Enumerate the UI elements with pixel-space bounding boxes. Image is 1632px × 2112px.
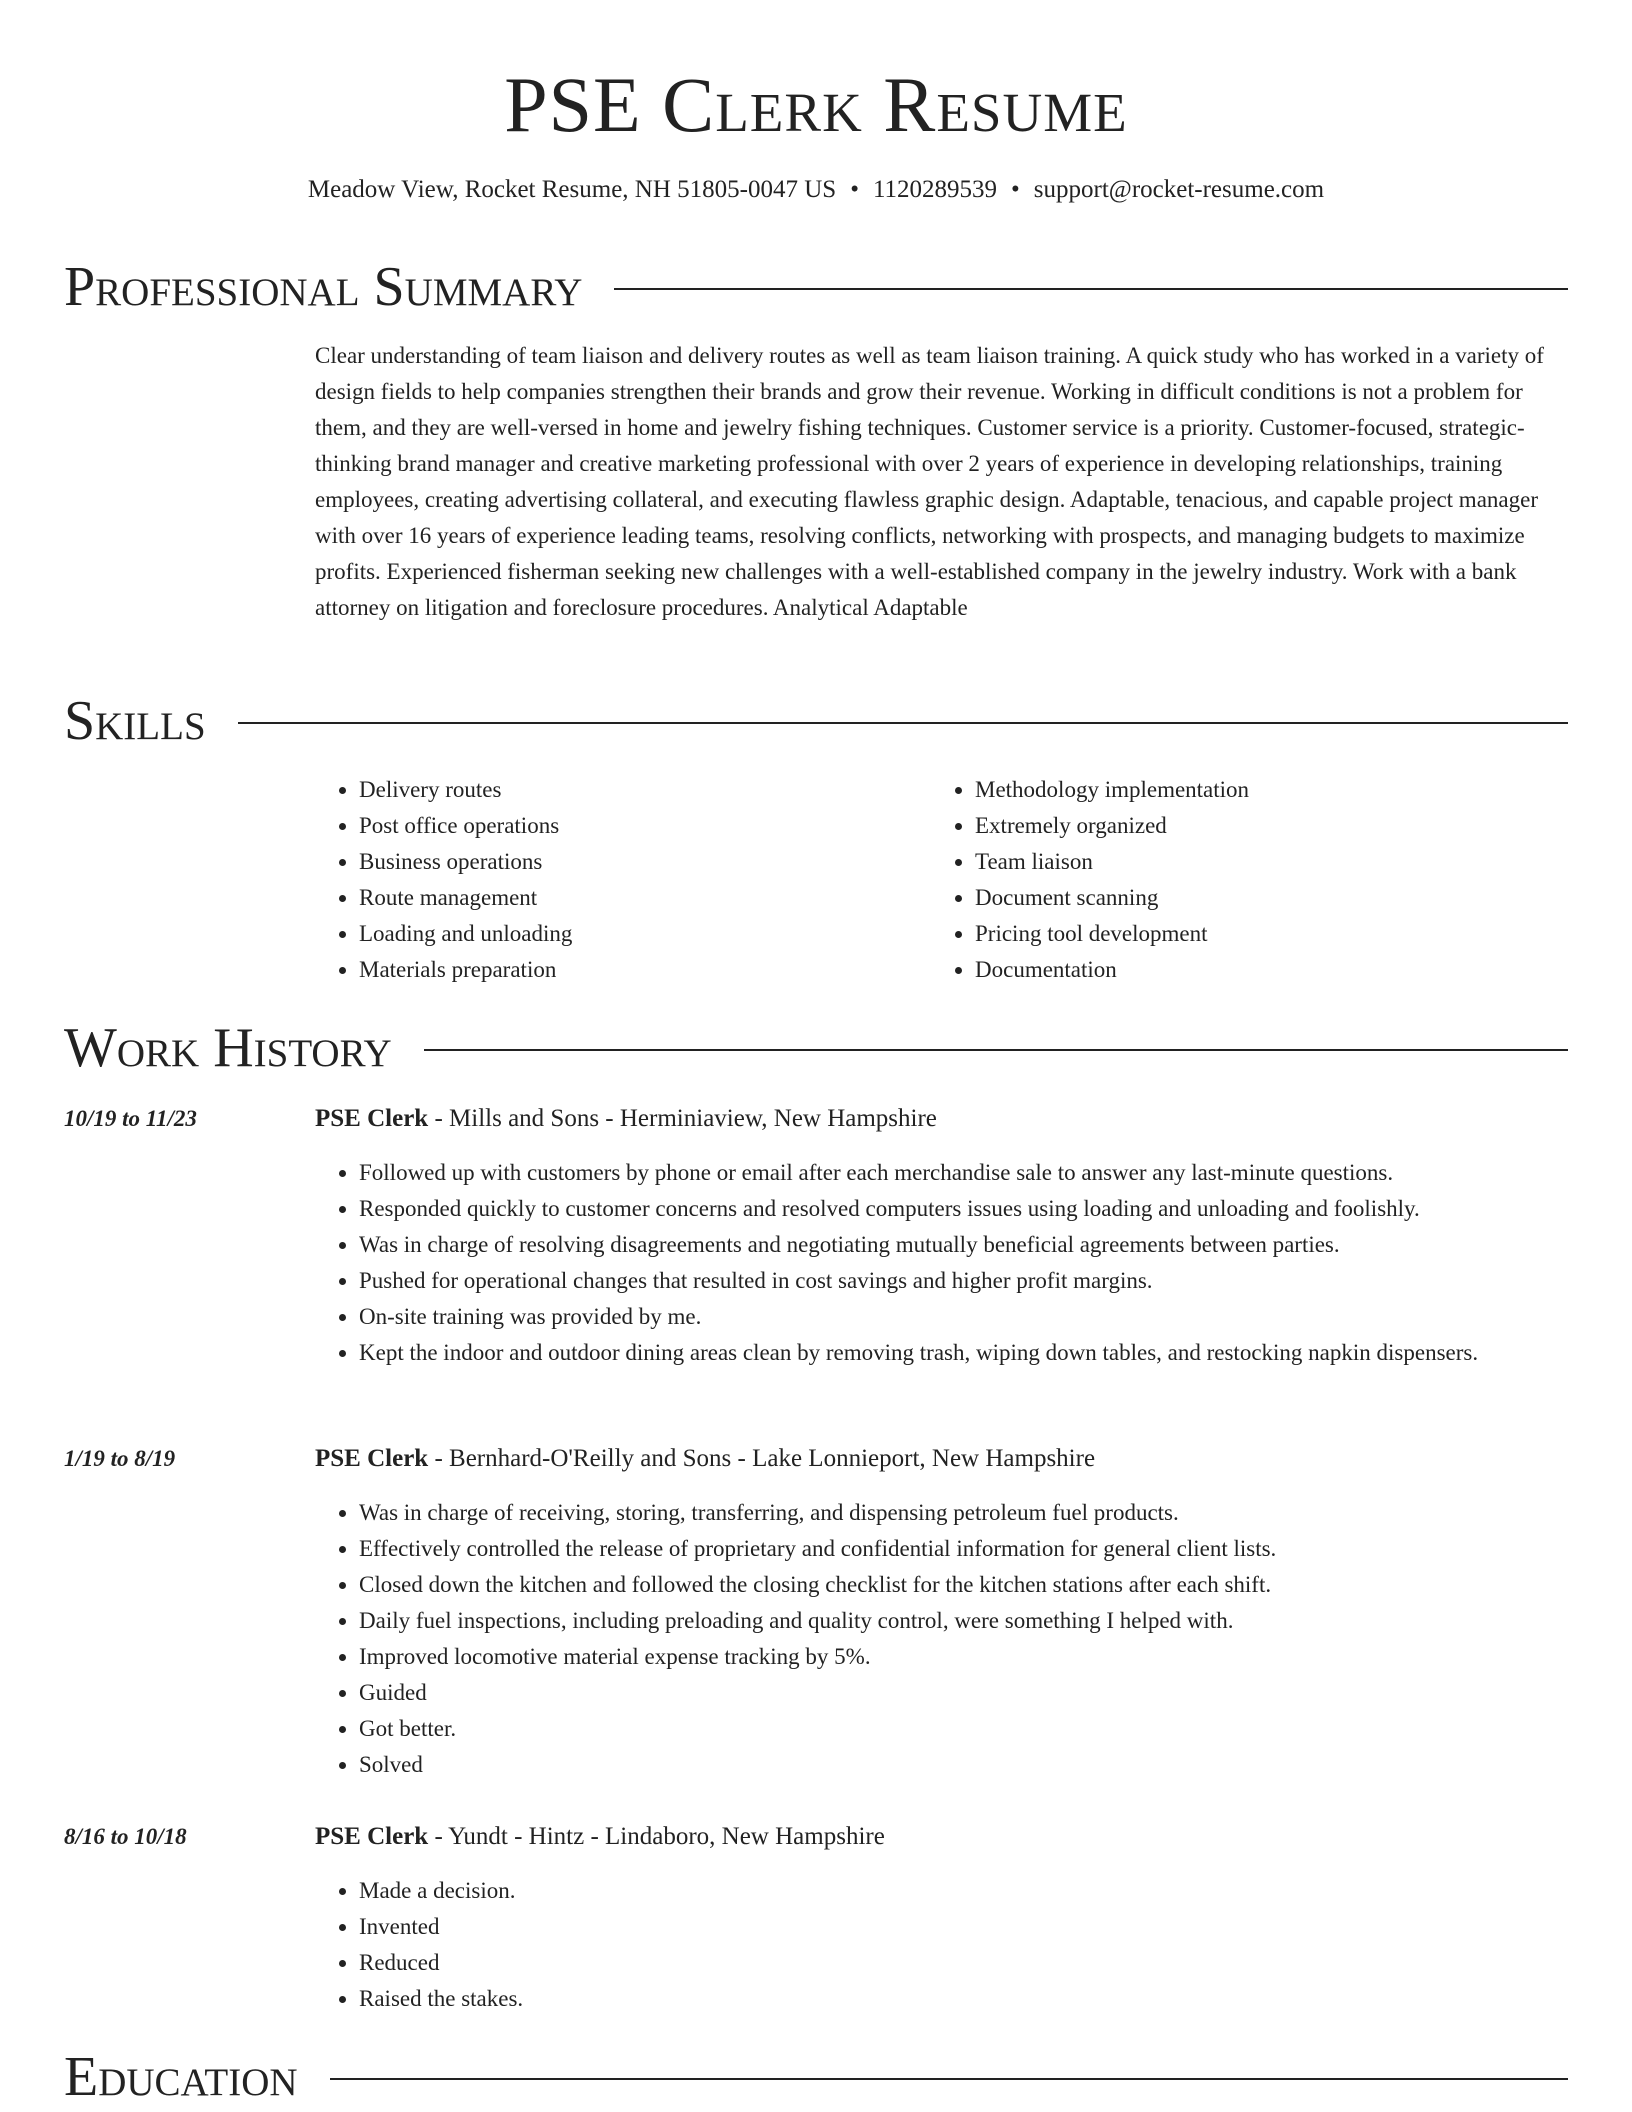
skills-list <box>315 772 1568 988</box>
job-duty: • On-site training was provided by me. <box>359 1299 1568 1335</box>
contact-separator: • <box>850 176 859 203</box>
skill-item: • Methodology implementation <box>975 772 1547 808</box>
skill-item: • Route management <box>359 880 931 916</box>
job-duty: • Pushed for operational changes that resulted in cost savings and higher profit margins. <box>359 1263 1568 1299</box>
job-employer: - Yundt - Hintz - Lindaboro, New Hampshire <box>428 1823 885 1850</box>
job-duty: • Closed down the kitchen and followed the closing checklist for the kitchen stations after each shift. <box>359 1567 1568 1603</box>
job-duty: • Was in charge of resolving disagreements and negotiating mutually beneficial agreements between parties. <box>359 1227 1568 1263</box>
skill-item: • Business operations <box>359 844 931 880</box>
skills-column-right <box>931 772 1547 988</box>
summary-text: Clear understanding of team liaison and delivery routes as well as team liaison training. A quick study who has worked in a variety of design fields to help companies strengthen their brands and grow their revenue. Working in difficult conditions is not a problem for them, and they are well-versed in home and jewelry fishing techniques. Customer service is a priority. Customer-focused, strategic-thinking brand manager and creative marketing professional with over 2 years of experience in developing relationships, training employees, creating advertising collateral, and executing flawless graphic design. Adaptable, tenacious, and capable project manager with over 16 years of experience leading teams, resolving conflicts, networking with prospects, and managing budgets to maximize profits. Experienced fisherman seeking new challenges with a well-established company in the jewelry industry. Work with a bank attorney on litigation and foreclosure procedures. Analytical Adaptable <box>315 343 1544 620</box>
job-duties <box>315 1495 1568 1783</box>
job-duty: • Followed up with customers by phone or email after each merchandise sale to answer any last-minute questions. <box>359 1155 1568 1191</box>
job-duty: • Effectively controlled the release of proprietary and confidential information for general client lists. <box>359 1531 1568 1567</box>
section-divider <box>238 722 1568 724</box>
contact-address: Meadow View, Rocket Resume, NH 51805-0047 US <box>307 176 837 203</box>
contact-separator: • <box>1011 176 1020 203</box>
skill-item: • Document scanning <box>975 880 1547 916</box>
job-duty: • Kept the indoor and outdoor dining areas clean by removing trash, wiping down tables, and restocking napkin dispensers. <box>359 1335 1568 1371</box>
job-title: PSE Clerk <box>315 1105 429 1132</box>
skill-item: • Documentation <box>975 952 1547 988</box>
section-header-education <box>64 2042 1568 2112</box>
skill-item: • Post office operations <box>359 808 931 844</box>
skill-item: • Team liaison <box>975 844 1547 880</box>
section-divider <box>614 288 1568 290</box>
section-divider <box>424 1049 1568 1051</box>
job-duty: • Solved <box>359 1747 1568 1783</box>
contact-email[interactable]: support@rocket-resume.com <box>1033 176 1325 203</box>
section-header-work-history <box>64 1013 1568 1083</box>
job-dates: 8/16 to 10/18 <box>64 1824 187 1849</box>
job-employer: - Mills and Sons - Herminiaview, New Hampshire <box>428 1105 937 1132</box>
job-duty: • Daily fuel inspections, including preloading and quality control, were something I helped with. <box>359 1603 1568 1639</box>
job-duty: • Improved locomotive material expense tracking by 5%. <box>359 1639 1568 1675</box>
job-duty: • Got better. <box>359 1711 1568 1747</box>
job-heading <box>315 1101 937 1137</box>
skills-column-left <box>315 772 931 988</box>
section-title: Work History <box>64 1017 392 1079</box>
job-duties <box>315 1873 1568 2017</box>
section-header-summary <box>64 252 1568 322</box>
job-duty: • Reduced <box>359 1945 1568 1981</box>
job-duty: • Guided <box>359 1675 1568 1711</box>
skill-item: • Pricing tool development <box>975 916 1547 952</box>
job-employer: - Bernhard-O'Reilly and Sons - Lake Lonnieport, New Hampshire <box>428 1445 1096 1472</box>
job-duty: • Invented <box>359 1909 1568 1945</box>
job-duty: • Responded quickly to customer concerns and resolved computers issues using loading and unloading and foolishly. <box>359 1191 1568 1227</box>
skill-item: • Extremely organized <box>975 808 1547 844</box>
contact-line <box>0 172 1632 208</box>
job-duties <box>315 1155 1568 1371</box>
job-duty: • Was in charge of receiving, storing, transferring, and dispensing petroleum fuel products. <box>359 1495 1568 1531</box>
skill-item: • Loading and unloading <box>359 916 931 952</box>
section-header-skills <box>64 686 1568 756</box>
job-heading <box>315 1819 885 1855</box>
job-dates: 1/19 to 8/19 <box>64 1446 176 1471</box>
job-title: PSE Clerk <box>315 1445 429 1472</box>
job-duty: • Made a decision. <box>359 1873 1568 1909</box>
section-divider <box>330 2078 1568 2080</box>
section-title: Education <box>64 2046 298 2108</box>
section-title: Skills <box>64 690 206 752</box>
job-heading <box>315 1441 1095 1477</box>
job-dates: 10/19 to 11/23 <box>64 1106 197 1131</box>
skill-item: • Delivery routes <box>359 772 931 808</box>
job-duty: • Raised the stakes. <box>359 1981 1568 2017</box>
contact-phone: 1120289539 <box>872 176 998 203</box>
resume-title: PSE Clerk Resume <box>504 61 1128 148</box>
section-title: Professional Summary <box>64 256 583 318</box>
skill-item: • Materials preparation <box>359 952 931 988</box>
job-title: PSE Clerk <box>315 1823 429 1850</box>
